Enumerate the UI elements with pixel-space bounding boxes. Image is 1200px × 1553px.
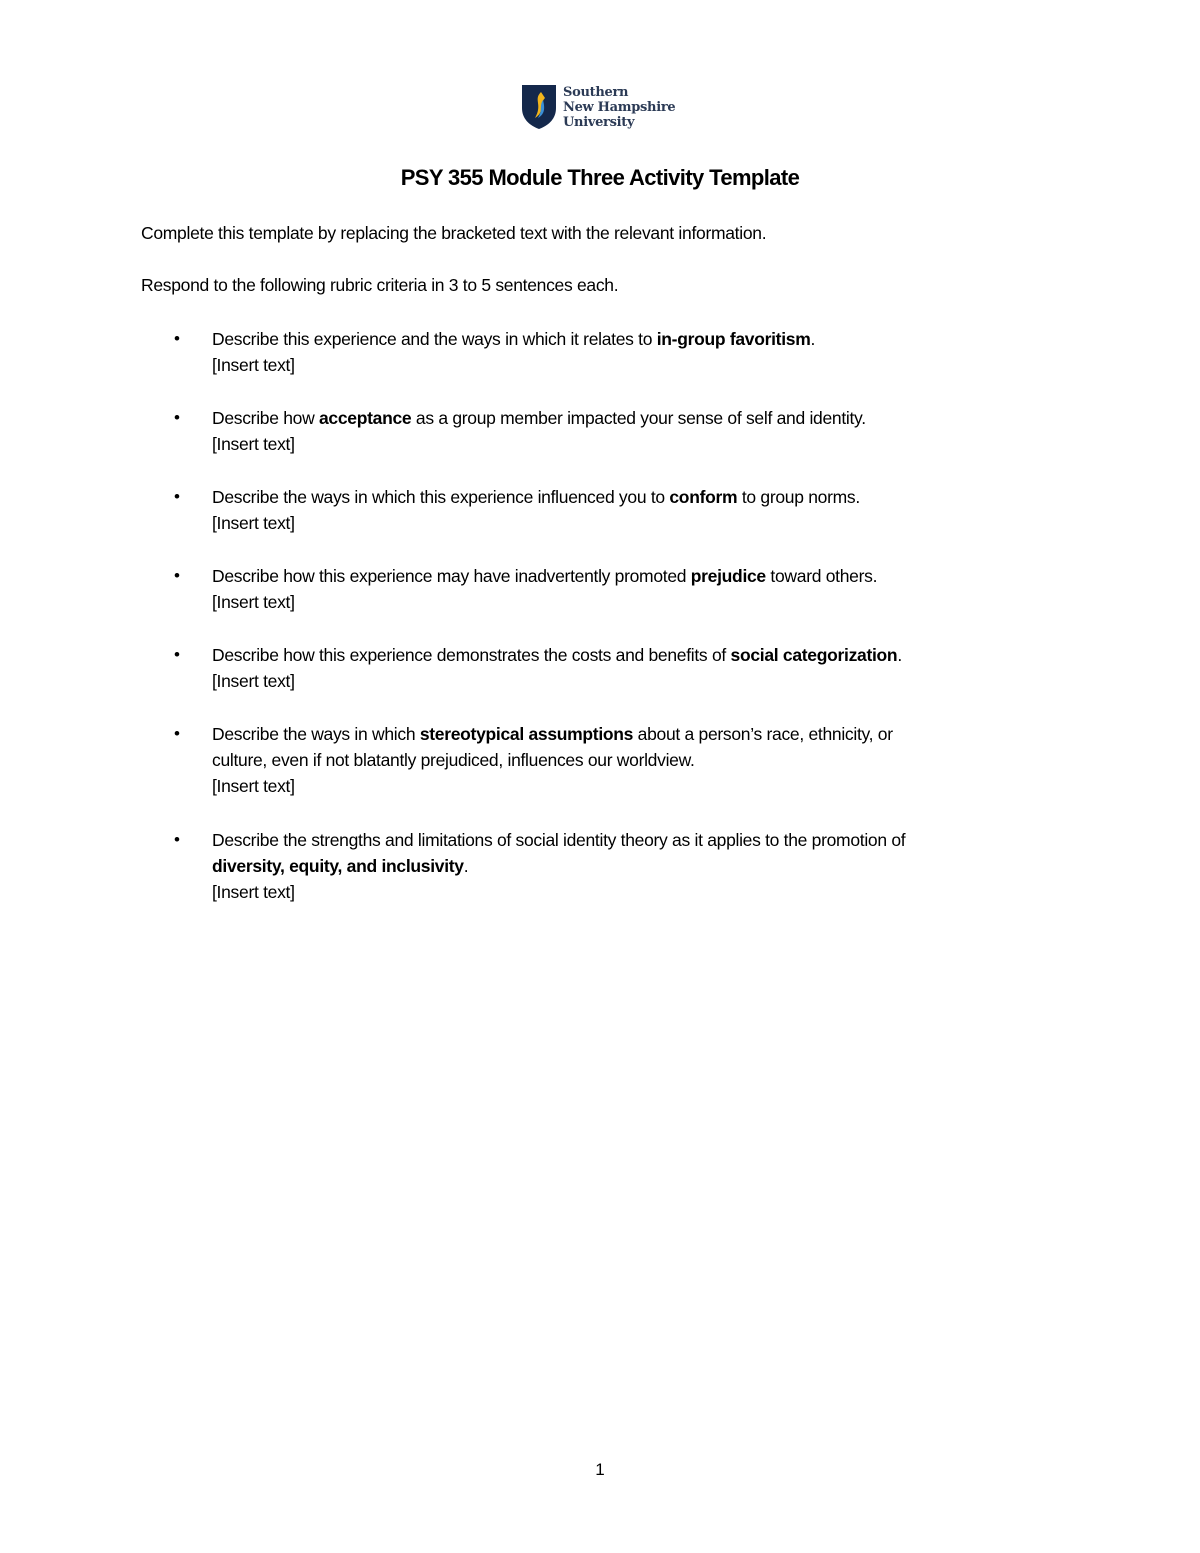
bullet-icon: •	[174, 645, 180, 664]
item-text: Describe this experience and the ways in which it relates to	[212, 329, 657, 349]
item-text: Describe the ways in which	[212, 724, 420, 744]
item-text: Describe how this experience demonstrates the costs and benefits of	[212, 645, 731, 665]
instruction-paragraph: Respond to the following rubric criteria in 3 to 5 sentences each.	[141, 275, 619, 295]
intro-paragraph: Complete this template by replacing the bracketed text with the relevant information.	[141, 223, 767, 243]
rubric-item	[174, 484, 860, 536]
bullet-icon: •	[174, 408, 180, 427]
bullet-icon: •	[174, 566, 180, 585]
item-line	[212, 484, 860, 510]
key-term: conform	[669, 487, 738, 507]
item-text: .	[897, 645, 902, 665]
bullet-icon: •	[174, 830, 180, 849]
logo-line: University	[563, 114, 635, 130]
key-term: prejudice	[690, 566, 766, 586]
item-line	[212, 853, 905, 879]
rubric-item	[174, 563, 878, 615]
key-term: social categorization	[730, 645, 898, 665]
item-text: .	[810, 329, 816, 349]
item-line	[212, 747, 893, 773]
item-text: Describe the strengths and limitations of social identity theory as it applies to the promotion of	[212, 830, 906, 850]
university-logo	[521, 84, 675, 130]
item-text: to group norms.	[737, 487, 860, 507]
item-line	[212, 563, 877, 589]
page-number: 1	[595, 1460, 605, 1479]
logo-line: Southern	[563, 84, 629, 100]
item-line	[212, 326, 815, 352]
bullet-icon: •	[174, 487, 180, 506]
rubric-item	[174, 405, 866, 457]
insert-text-placeholder[interactable]: [Insert text]	[212, 434, 295, 454]
rubric-item	[174, 326, 816, 378]
bullet-icon: •	[174, 724, 180, 743]
item-line	[212, 721, 893, 747]
document-title: PSY 355 Module Three Activity Template	[400, 165, 800, 190]
logo-line: New Hampshire	[563, 99, 676, 115]
rubric-item	[174, 721, 893, 799]
key-term: stereotypical assumptions	[419, 724, 634, 744]
insert-text-placeholder[interactable]: [Insert text]	[212, 592, 295, 612]
key-term: diversity, equity, and inclusivity	[212, 856, 464, 876]
item-text: toward others.	[765, 566, 878, 586]
item-text: Describe how	[212, 408, 319, 428]
item-line	[212, 827, 905, 853]
item-text: as a group member impacted your sense of self and identity.	[411, 408, 866, 428]
shield-flame-icon	[521, 84, 557, 130]
item-text: about a person’s race, ethnicity, or	[633, 724, 893, 744]
item-text: culture, even if not blatantly prejudiced, influences our worldview.	[212, 750, 695, 770]
item-line	[212, 405, 866, 431]
bullet-icon: •	[174, 329, 180, 348]
insert-text-placeholder[interactable]: [Insert text]	[212, 513, 295, 533]
item-line	[212, 642, 902, 668]
item-text: .	[463, 856, 469, 876]
rubric-item	[174, 642, 902, 694]
key-term: in-group favoritism	[656, 329, 811, 349]
key-term: acceptance	[318, 408, 412, 428]
insert-text-placeholder[interactable]: [Insert text]	[212, 355, 295, 375]
item-text: Describe the ways in which this experience influenced you to	[212, 487, 670, 507]
rubric-item	[174, 827, 906, 905]
insert-text-placeholder[interactable]: [Insert text]	[212, 882, 295, 902]
insert-text-placeholder[interactable]: [Insert text]	[212, 776, 295, 796]
item-text: Describe how this experience may have inadvertently promoted	[212, 566, 691, 586]
insert-text-placeholder[interactable]: [Insert text]	[212, 671, 295, 691]
